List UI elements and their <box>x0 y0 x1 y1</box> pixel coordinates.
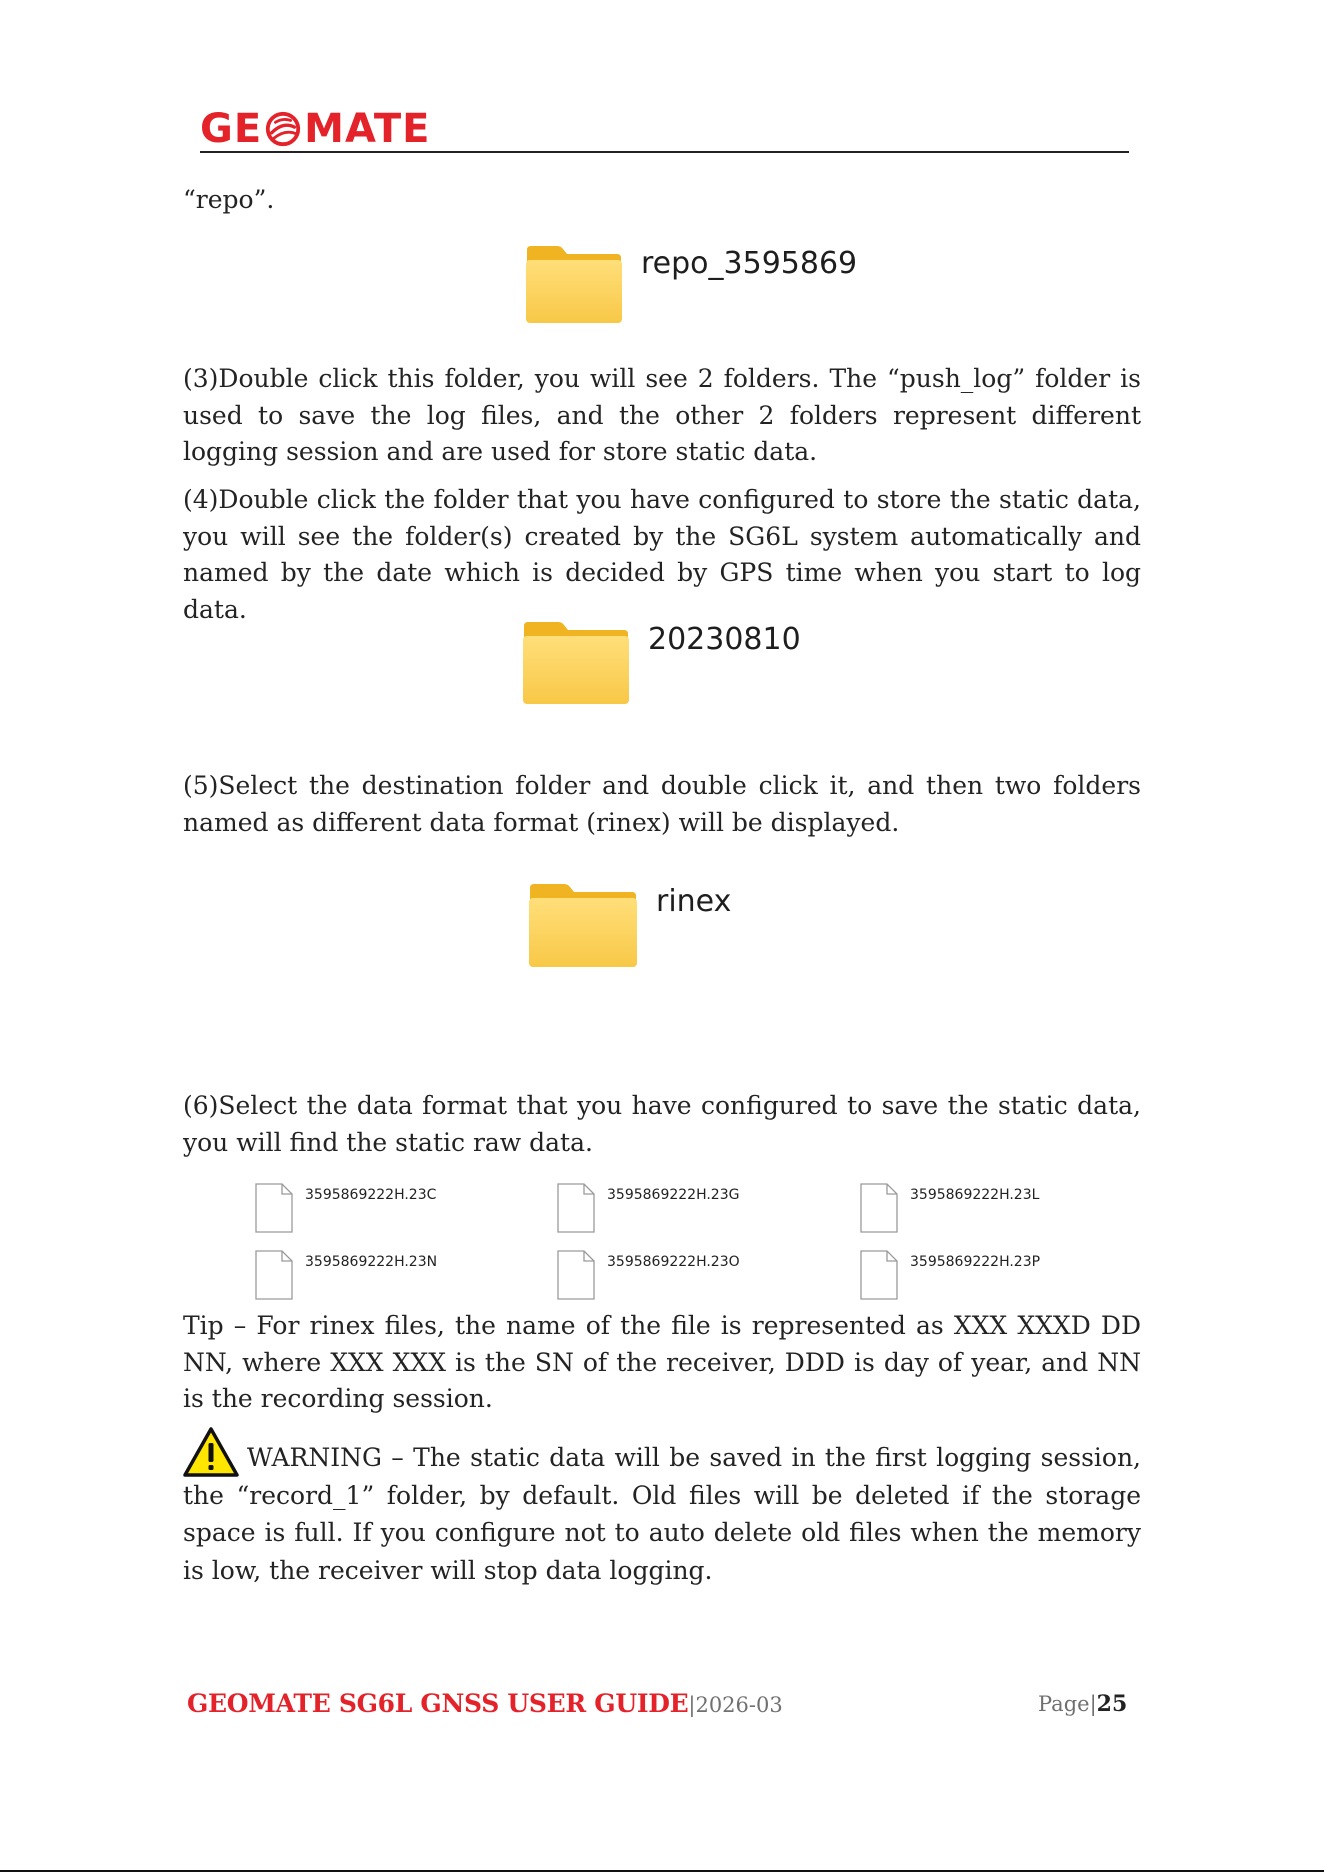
footer-left <box>187 1689 783 1718</box>
footer-brand: GEOMATE SG6L GNSS USER GUIDE <box>187 1689 689 1718</box>
footer-page-separator: | <box>1089 1692 1097 1716</box>
file-item[interactable] <box>255 1250 437 1300</box>
footer-separator: | <box>688 1693 696 1717</box>
file-name: 3595869222H.23G <box>607 1187 740 1203</box>
paragraph-warning: WARNING – The static data will be saved in the first logging session, the “record_1” folder, by default. Old files will be deleted if the storage space is full. If you configure not to auto delete old files when the memory is low, the receiver will stop data logging. <box>183 1443 1141 1585</box>
folder-label: rinex <box>656 884 732 919</box>
footer-date: 2026-03 <box>695 1693 783 1717</box>
folder-label: 20230810 <box>648 622 801 657</box>
folder-label: repo_3595869 <box>641 246 858 281</box>
geomate-logo <box>200 108 430 150</box>
file-name: 3595869222H.23N <box>305 1254 438 1270</box>
header-divider <box>200 151 1129 153</box>
paragraph-step-6: (6)Select the data format that you have configured to save the static data, you will find the static raw data. <box>183 1091 1141 1157</box>
file-name: 3595869222H.23O <box>607 1254 740 1270</box>
globe-logo-icon <box>264 110 302 148</box>
folder-rinex <box>528 882 731 968</box>
folder-icon <box>525 244 623 324</box>
file-item[interactable] <box>557 1183 739 1233</box>
file-item[interactable] <box>557 1250 740 1300</box>
file-icon <box>557 1250 595 1300</box>
file-item[interactable] <box>255 1183 436 1233</box>
footer-page <box>1038 1691 1127 1717</box>
file-icon <box>860 1183 898 1233</box>
footer-page-label: Page <box>1038 1692 1090 1716</box>
file-name: 3595869222H.23L <box>910 1187 1040 1203</box>
paragraph-step-5: (5)Select the destination folder and double click it, and then two folders named as different data format (rinex) will be displayed. <box>183 771 1141 837</box>
paragraph-repo: “repo”. <box>183 185 275 214</box>
file-icon <box>860 1250 898 1300</box>
folder-repo <box>525 244 857 324</box>
logo-text-right: MATE <box>304 106 431 152</box>
folder-icon <box>522 620 630 705</box>
page-number: 25 <box>1096 1691 1128 1717</box>
file-name: 3595869222H.23C <box>305 1187 437 1203</box>
paragraph-tip: Tip – For rinex files, the name of the file is represented as XXX XXXD DD NN, where XXX XXX is the SN of the receiver, DDD is day of year, and NN is the recording session. <box>183 1311 1141 1413</box>
paragraph-step-3: (3)Double click this folder, you will see 2 folders. The “push_log” folder is used to save the log files, and the other 2 folders represent different logging session and are used for store static data. <box>183 364 1141 466</box>
file-item[interactable] <box>860 1183 1039 1233</box>
file-icon <box>255 1250 293 1300</box>
file-name: 3595869222H.23P <box>910 1254 1041 1270</box>
paragraph-step-4: (4)Double click the folder that you have configured to store the static data, you will see the folder(s) created by the SG6L system automatically and named by the date which is decided by GPS time when you start to log data. <box>183 485 1141 624</box>
folder-icon <box>528 882 638 968</box>
file-icon <box>255 1183 293 1233</box>
file-icon <box>557 1183 595 1233</box>
file-item[interactable] <box>860 1250 1040 1300</box>
folder-date <box>522 620 801 705</box>
logo-text-left: GE <box>200 106 263 152</box>
